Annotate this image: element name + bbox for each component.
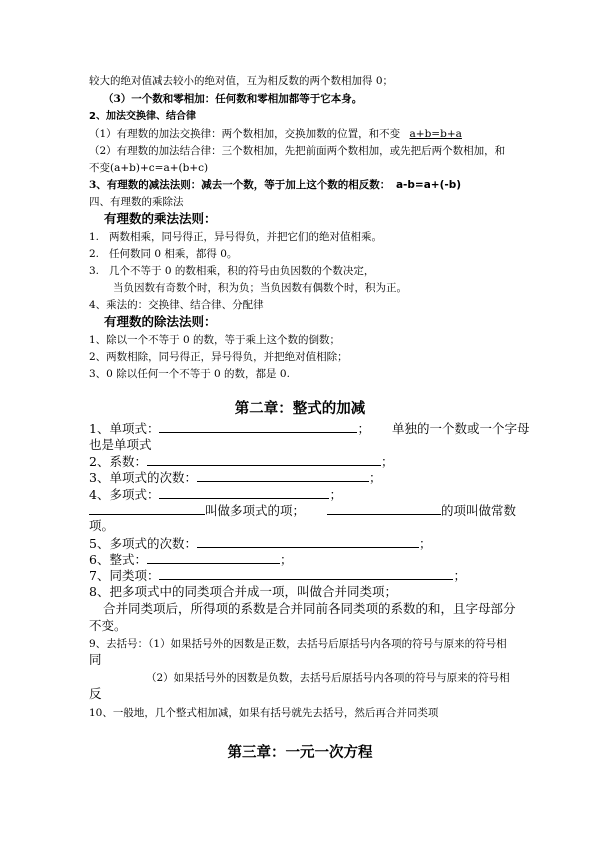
list-item: 2、两数相除，同号得正，异号得负，并把绝对值相除； [89, 351, 348, 363]
punct: ； [279, 552, 293, 567]
list-item: 3. 几个不等于 0 的数相乘，积的符号由负因数的个数决定， [89, 265, 375, 277]
text-line [89, 453, 393, 470]
text-line [89, 420, 529, 437]
item-label: 2、系数： [89, 454, 147, 469]
text-line: 同 [89, 652, 102, 667]
text-line: （2）如果括号外的因数是负数，去括号后原括号内各项的符号与原来的符号相 [146, 672, 510, 684]
item-label: 3、单项式的次数： [89, 470, 197, 485]
item-label: 5、多项式的次数： [89, 536, 197, 551]
fill-blank[interactable] [197, 535, 419, 548]
text-span: 单独的一个数或一个字母 [391, 421, 530, 436]
text-line: 较大的绝对值减去较小的绝对值，互为相反数的两个数相加得 0； [89, 75, 394, 87]
fill-blank[interactable] [327, 502, 441, 515]
text-line: 不变(a+b)+c=a+(b+c) [89, 162, 209, 174]
fill-blank[interactable] [159, 420, 357, 433]
text-span: 3、有理数的减法法则：减去一个数，等于加上这个数的相反数： [89, 179, 391, 191]
text-span: （1）有理数的加法交换律：两个数相加，交换加数的位置，和不变 [89, 128, 401, 140]
list-item: 1. 两数相乘，同号得正，异号得负，并把它们的绝对值相乘。 [89, 231, 383, 243]
chapter-title: 第二章：整式的加减 [234, 400, 366, 417]
text-line: 9、去括号：（1）如果括号外的因数是正数，去括号后原括号内各项的符号与原来的符号相 [89, 638, 507, 650]
text-line: 四、有理数的乘除法 [89, 196, 184, 208]
text-line: 项。 [89, 518, 115, 533]
fill-blank[interactable] [147, 453, 381, 466]
text-line [89, 127, 462, 141]
punct: ； [368, 470, 382, 485]
subheading: 有理数的乘法法则： [104, 211, 217, 226]
chapter-title: 第三章：一元一次方程 [227, 744, 373, 761]
text-span: 叫做多项式的项； [205, 503, 306, 518]
text-line [89, 486, 342, 503]
text-line [89, 502, 516, 519]
fill-blank[interactable] [159, 486, 329, 499]
text-line: 反 [89, 686, 102, 701]
list-item: 3、0 除以任何一个不等于 0 的数，都是 0. [89, 368, 290, 380]
text-line [89, 567, 466, 584]
text-line [89, 535, 431, 552]
fill-blank[interactable] [159, 567, 453, 580]
text-line: 也是单项式 [89, 437, 152, 452]
text-line: 当负因数有奇数个时，积为负；当负因数有偶数个时，积为正。 [113, 282, 407, 294]
formula: a-b=a+(-b) [395, 179, 462, 191]
text-line: 合并同类项后，所得项的系数是合并同前各同类项的系数的和，且字母部分 [103, 601, 516, 616]
list-item: 1、除以一个不等于 0 的数，等于乘上这个数的倒数； [89, 334, 341, 346]
text-line: （3）一个数和零相加：任何数和零相加都等于它本身。 [103, 93, 363, 105]
text-line: 4、乘法的：交换律、结合律、分配律 [89, 299, 264, 311]
text-line: （2）有理数的加法结合律：三个数相加，先把前面两个数相加，或先把后两个数相加，和 [89, 145, 506, 157]
fill-blank[interactable] [89, 502, 205, 515]
text-line [89, 469, 381, 486]
punct: ； [329, 487, 342, 502]
text-line [89, 551, 292, 568]
text-line: 8、把多项式中的同类项合并成一项，叫做合并同类项； [89, 584, 397, 599]
formula: a+b=b+a [409, 128, 462, 140]
item-label: 6、整式： [89, 552, 147, 567]
item-label: 1、单项式： [89, 421, 160, 436]
punct: ； [418, 536, 432, 551]
punct: ； [357, 421, 370, 436]
text-line: 10、一般地，几个整式相加减，如果有括号就先去括号，然后再合并同类项 [89, 707, 439, 719]
subheading: 有理数的除法法则： [104, 314, 217, 329]
list-item: 2. 任何数同 0 相乘，都得 0。 [89, 248, 238, 260]
fill-blank[interactable] [197, 469, 369, 482]
item-label: 7、同类项： [89, 568, 160, 583]
fill-blank[interactable] [147, 551, 280, 564]
item-label: 4、多项式： [89, 487, 160, 502]
punct: ； [453, 568, 466, 583]
text-span: 的项叫做常数 [441, 503, 517, 518]
text-line: 不变。 [89, 618, 127, 633]
punct: ； [380, 454, 394, 469]
section-heading: 2、加法交换律、结合律 [89, 111, 196, 122]
text-line [89, 178, 461, 192]
